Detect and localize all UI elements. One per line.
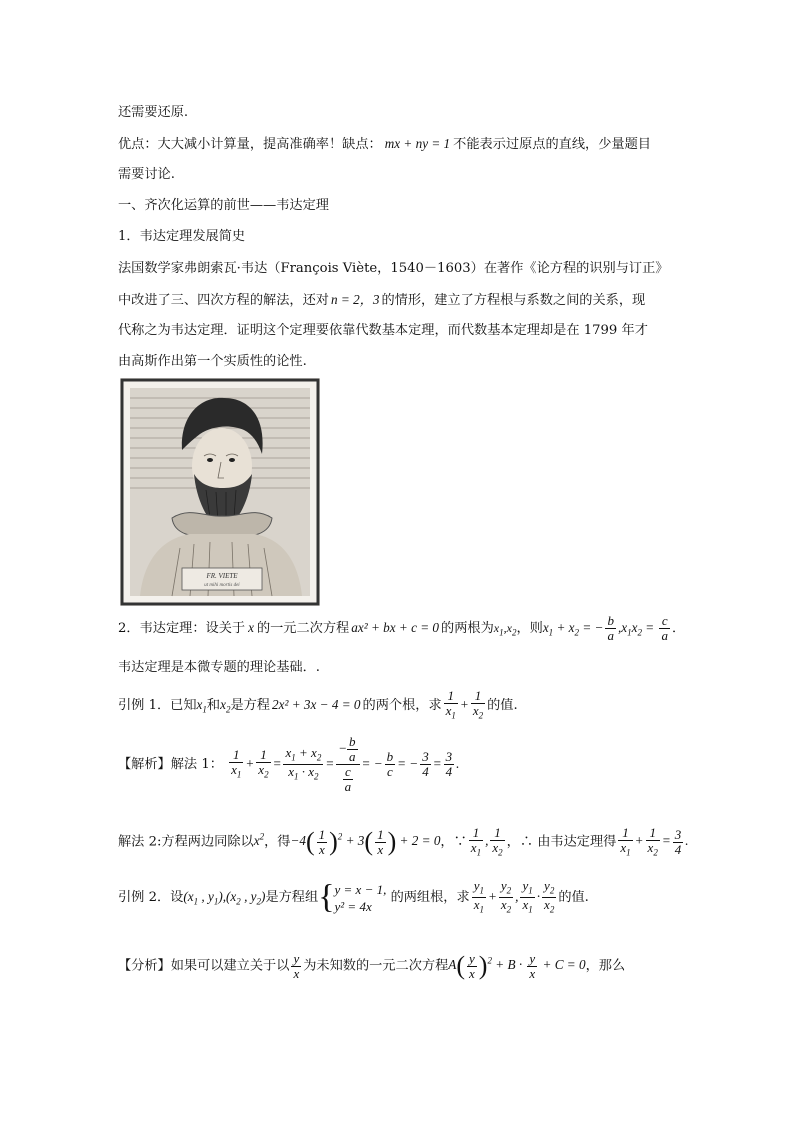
solution-2 xyxy=(118,816,689,858)
text: ，∴ 由韦达定理得 xyxy=(506,834,617,850)
portrait-caption: FR. VIETE xyxy=(206,572,238,580)
paragraph-line xyxy=(118,260,668,278)
equation: n = 2，3 xyxy=(331,292,380,307)
roots: $x_1,x_2$ xyxy=(493,621,517,638)
transformed-equation: −4( $\frac{1}{x}$ )$^2$ + 3( $\frac{1}{x}$ ) + 2 = 0 xyxy=(290,826,441,857)
text: 解法 2: xyxy=(118,834,162,850)
text: 代称之为韦达定理．证明这个定理要依靠代数基本定理，而代数基本定理却是在 1799 年才 xyxy=(118,323,648,338)
quadratic-equation: ax² + bx + c = 0 xyxy=(351,620,440,635)
variable-x1: $x_1$ xyxy=(196,697,207,715)
text: 的两组根，求 xyxy=(390,890,470,905)
text: 方程两边同除以 xyxy=(161,834,254,850)
equation: mx + ny = 1 xyxy=(384,136,451,151)
equation: 2x² + 3x − 4 = 0 xyxy=(272,697,361,712)
paragraph-line xyxy=(118,291,645,310)
vieta-formula: $x_1 + x_2$ = − $\frac{b}{a}$ $,x_1x_2$ = $\frac{c}{a}$ xyxy=(542,613,668,644)
system-eq-2: y² = 4x xyxy=(334,898,372,914)
paragraph-line xyxy=(118,353,307,371)
system-eq-1: y = x − 1, xyxy=(334,881,387,897)
ratio-y-over-x: $\frac{y}{x}$ xyxy=(293,950,300,981)
example-2 xyxy=(118,876,589,918)
text: 解法 1： xyxy=(170,757,223,772)
text: 中改进了三、四次方程的解法，还对 xyxy=(118,293,329,308)
paragraph-line xyxy=(118,104,188,122)
analysis-line xyxy=(118,940,625,982)
text: 和 xyxy=(206,698,221,713)
text: 的情形，建立了方程根与系数之间的关系，现 xyxy=(381,293,646,308)
root-pairs: ($x_1$ , $y_1),(x_2$ , $y_2$) xyxy=(183,889,266,907)
expression: $\frac{1}{x_1}$ + $\frac{1}{x_2}$ xyxy=(445,688,484,721)
quadratic-in-ratio: A( $\frac{y}{x}$ )$^2$ + B · $\frac{y}{x}$ + C = 0 xyxy=(448,950,586,981)
paragraph-line xyxy=(118,322,648,340)
portrait-caption-motto: ut mihi mortis dei xyxy=(204,583,240,588)
text: ，得 xyxy=(264,834,291,850)
solution-1-derivation: $\frac{1}{x_1}$ + $\frac{1}{x_2}$ = $\frac{x_1 + x_2}{x_1 \cdot x_2}$ = − $\frac{b}{a}$ $\frac{c}{a}$ = − $\frac{b}{c}$ = − $\frac{3}{4}$ = $\frac{3}{4}$ . xyxy=(231,734,460,795)
text: 2．韦达定理：设关于 xyxy=(118,621,246,636)
viete-portrait-engraving xyxy=(120,378,320,606)
text: 韦达定理是本微专题的理论基础．. xyxy=(118,660,321,675)
text: 需要讨论. xyxy=(118,167,175,182)
portrait-image xyxy=(120,378,320,606)
text: 引例 1．已知 xyxy=(118,698,197,713)
text: ． xyxy=(671,621,686,636)
vieta-result: $\frac{1}{x_1}$ + $\frac{1}{x_2}$ = $\frac{3}{4}$ . xyxy=(620,824,689,858)
x-squared: $x^2$ xyxy=(253,832,265,849)
theorem-line xyxy=(118,612,685,644)
subsection-heading xyxy=(118,228,245,246)
text: 不能表示过原点的直线，少量题目 xyxy=(453,137,651,152)
text: ，则 xyxy=(516,621,543,636)
system-brace: { xyxy=(318,878,335,916)
text: 法国数学家弗朗索瓦·韦达（François Viète，1540－1603）在著作《论方程的识别与订正》 xyxy=(118,261,669,276)
text: 的一元二次方程 xyxy=(256,621,350,636)
variable-x2: $x_2$ xyxy=(220,697,231,715)
text: ，那么 xyxy=(585,958,626,974)
paragraph-line xyxy=(118,135,651,154)
text: 如果可以建立关于以 xyxy=(170,958,290,974)
text: 由高斯作出第一个实质性的论性. xyxy=(118,354,307,369)
text: 1．韦达定理发展简史 xyxy=(118,229,246,244)
reciprocal-roots: $\frac{1}{x_1}$ , $\frac{1}{x_2}$ xyxy=(470,824,503,858)
text: 引例 2．设 xyxy=(118,890,184,905)
solution-1 xyxy=(118,728,459,800)
paragraph-line xyxy=(118,166,175,184)
text: 的两根为 xyxy=(441,621,494,636)
text: 为未知数的一元二次方程 xyxy=(303,958,449,974)
equation-system xyxy=(335,881,387,915)
text: 是方程组 xyxy=(265,890,319,905)
text: ，∵ xyxy=(440,834,467,850)
text: 还需要还原. xyxy=(118,105,189,120)
example-1 xyxy=(118,688,518,722)
analysis-label: 【解析】 xyxy=(118,757,171,772)
paragraph-line xyxy=(118,659,320,677)
analysis-label: 【分析】 xyxy=(118,958,171,974)
section-heading xyxy=(118,197,329,215)
text: 的值. xyxy=(558,890,589,905)
text: 优点：大大减小计算量，提高准确率！缺点： xyxy=(118,137,382,152)
target-expression: $\frac{y_1}{x_1}$ + $\frac{y_2}{x_2}$ , $\frac{y_1}{x_1}$ · $\frac{y_2}{x_2}$ xyxy=(473,877,555,916)
variable: x xyxy=(248,620,254,635)
text: 的两个根，求 xyxy=(362,698,442,713)
text: 一、齐次化运算的前世——韦达定理 xyxy=(118,198,329,213)
text: 是方程 xyxy=(230,698,270,713)
text: 的值. xyxy=(487,698,518,713)
